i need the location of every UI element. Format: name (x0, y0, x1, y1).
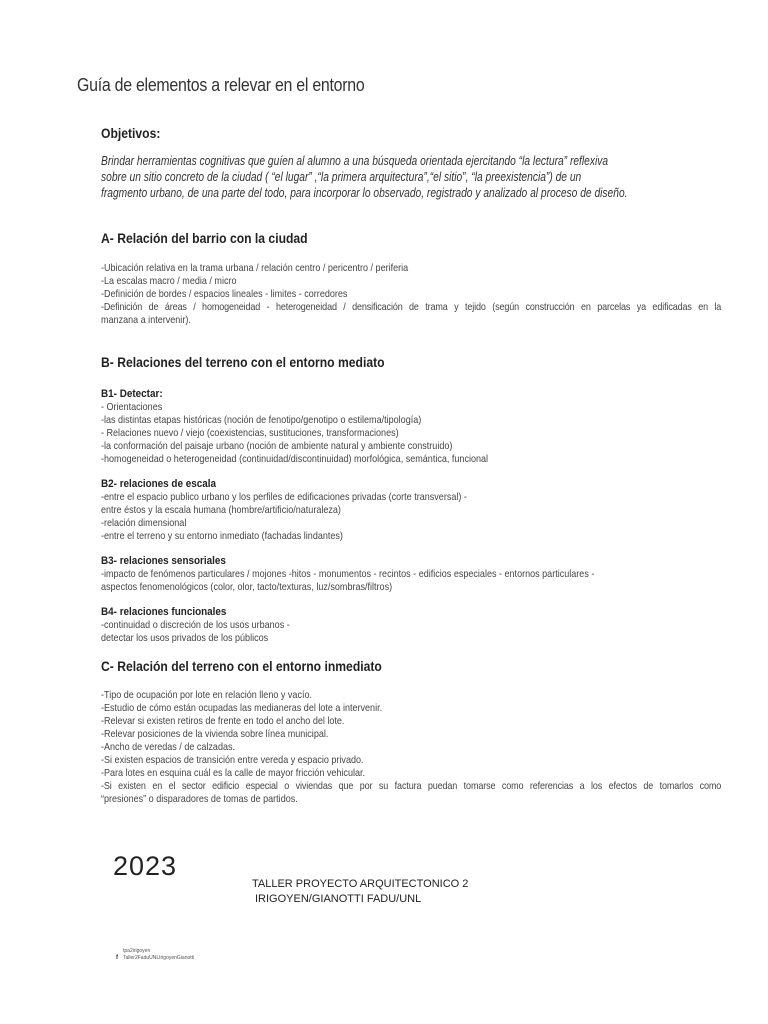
list-item: aspectos fenomenológicos (color, olor, tacto/texturas, luz/sombras/filtros) (101, 581, 393, 593)
list-item: -homogeneidad o heterogeneidad (continuidad/discontinuidad) morfológica, semántica, funcional (101, 453, 489, 465)
list-item: -Tipo de ocupación por lote en relación lleno y vacío. (101, 689, 312, 701)
list-item: -entre el terreno y su entorno inmediato (fachadas lindantes) (101, 530, 343, 542)
page-title: Guía de elementos a relevar en el entorno (77, 74, 365, 95)
list-item: -Para lotes en esquina cuál es la calle de mayor fricción vehicular. (101, 767, 366, 779)
objetivos-line: sobre un sitio concreto de la ciudad ( “el lugar” ,“la primera arquitectura”,“el sitio”, “la preexistencia”) de un (101, 170, 582, 184)
footer-authors: IRIGOYEN/GIANOTTI FADU/UNL (255, 893, 422, 905)
list-item: -Ubicación relativa en la trama urbana / relación centro / pericentro / periferia (101, 262, 409, 274)
section-c-heading: C- Relación del terreno con el entorno inmediato (101, 659, 382, 674)
list-item: -Definición de bordes / espacios lineales - limites - corredores (101, 288, 348, 300)
list-item: -las distintas etapas históricas (noción de fenotipo/genotipo o estilema/tipología) (101, 414, 422, 426)
objetivos-line: fragmento urbano, de una parte del todo, para incorporar lo observado, registrado y analizado al proceso de diseño. (101, 186, 628, 200)
objetivos-line: Brindar herramientas cognitivas que guíen al alumno a una búsqueda orientada ejercitando “la lectura” reflexiva (101, 154, 609, 168)
list-item: -Estudio de cómo están ocupadas las medianeras del lote a intervenir. (101, 702, 383, 714)
list-item: entre éstos y la escala humana (hombre/artificio/naturaleza) (101, 504, 341, 516)
footer-taller: TALLER PROYECTO ARQUITECTONICO 2 (252, 878, 469, 890)
facebook-icon: f (116, 955, 118, 961)
year-label: 2023 (113, 851, 178, 881)
list-item: -Si existen en el sector edificio especial o viviendas que por su factura puedan tomarse como referencias a los efectos de tomarlos como (101, 780, 722, 792)
b3-heading: B3- relaciones sensoriales (101, 555, 226, 567)
social-row (114, 948, 194, 955)
list-item: - Relaciones nuevo / viejo (coexistencias, sustituciones, transformaciones) (101, 427, 399, 439)
list-item-continuation: “presiones” o disparadores de tomas de partidos. (101, 793, 298, 805)
section-b3 (101, 555, 721, 594)
objetivos-heading: Objetivos: (101, 126, 161, 141)
document-body (101, 126, 721, 806)
section-b4 (101, 606, 721, 645)
list-item: -continuidad o discreción de los usos urbanos - (101, 619, 290, 631)
section-c-list (101, 689, 721, 806)
section-a-list (101, 262, 721, 327)
list-item: - Orientaciones (101, 401, 163, 413)
section-b2 (101, 478, 721, 543)
section-b1 (101, 388, 721, 466)
social-row (114, 955, 194, 962)
list-item: -Si existen espacios de transición entre vereda y espacio privado. (101, 754, 364, 766)
social-handle: Taller2FaduUNLIrigoyenGianotti (123, 955, 195, 961)
list-item: -entre el espacio publico urbano y los perfiles de edificaciones privadas (corte transversal) - (101, 491, 467, 503)
social-links (114, 948, 194, 962)
list-item: -Relevar si existen retiros de frente en todo el ancho del lote. (101, 715, 345, 727)
list-item: -impacto de fenómenos particulares / mojones -hitos - monumentos - recintos - edificios especiales - entornos particulares - (101, 568, 595, 580)
list-item: detectar los usos privados de los públicos (101, 632, 269, 644)
list-item-continuation: manzana a intervenir). (101, 314, 191, 326)
b1-heading: B1- Detectar: (101, 388, 163, 400)
social-handle: tpa2irigoyen (123, 948, 151, 954)
objetivos-paragraph (101, 153, 721, 201)
list-item: -relación dimensional (101, 517, 187, 529)
list-item: -Ancho de veredas / de calzadas. (101, 741, 236, 753)
list-item: -Relevar posiciones de la vivienda sobre línea municipal. (101, 728, 329, 740)
b2-heading: B2- relaciones de escala (101, 478, 217, 490)
list-item: -Definición de áreas / homogeneidad - heterogeneidad / densificación de trama y tejido (según construcción en parcelas ya edificadas en la (101, 301, 722, 313)
b4-heading: B4- relaciones funcionales (101, 606, 227, 618)
section-b-heading: B- Relaciones del terreno con el entorno mediato (101, 355, 385, 370)
list-item: -La escalas macro / media / micro (101, 275, 237, 287)
list-item: -la conformación del paisaje urbano (noción de ambiente natural y ambiente construido) (101, 440, 453, 452)
section-a-heading: A- Relación del barrio con la ciudad (101, 231, 308, 246)
